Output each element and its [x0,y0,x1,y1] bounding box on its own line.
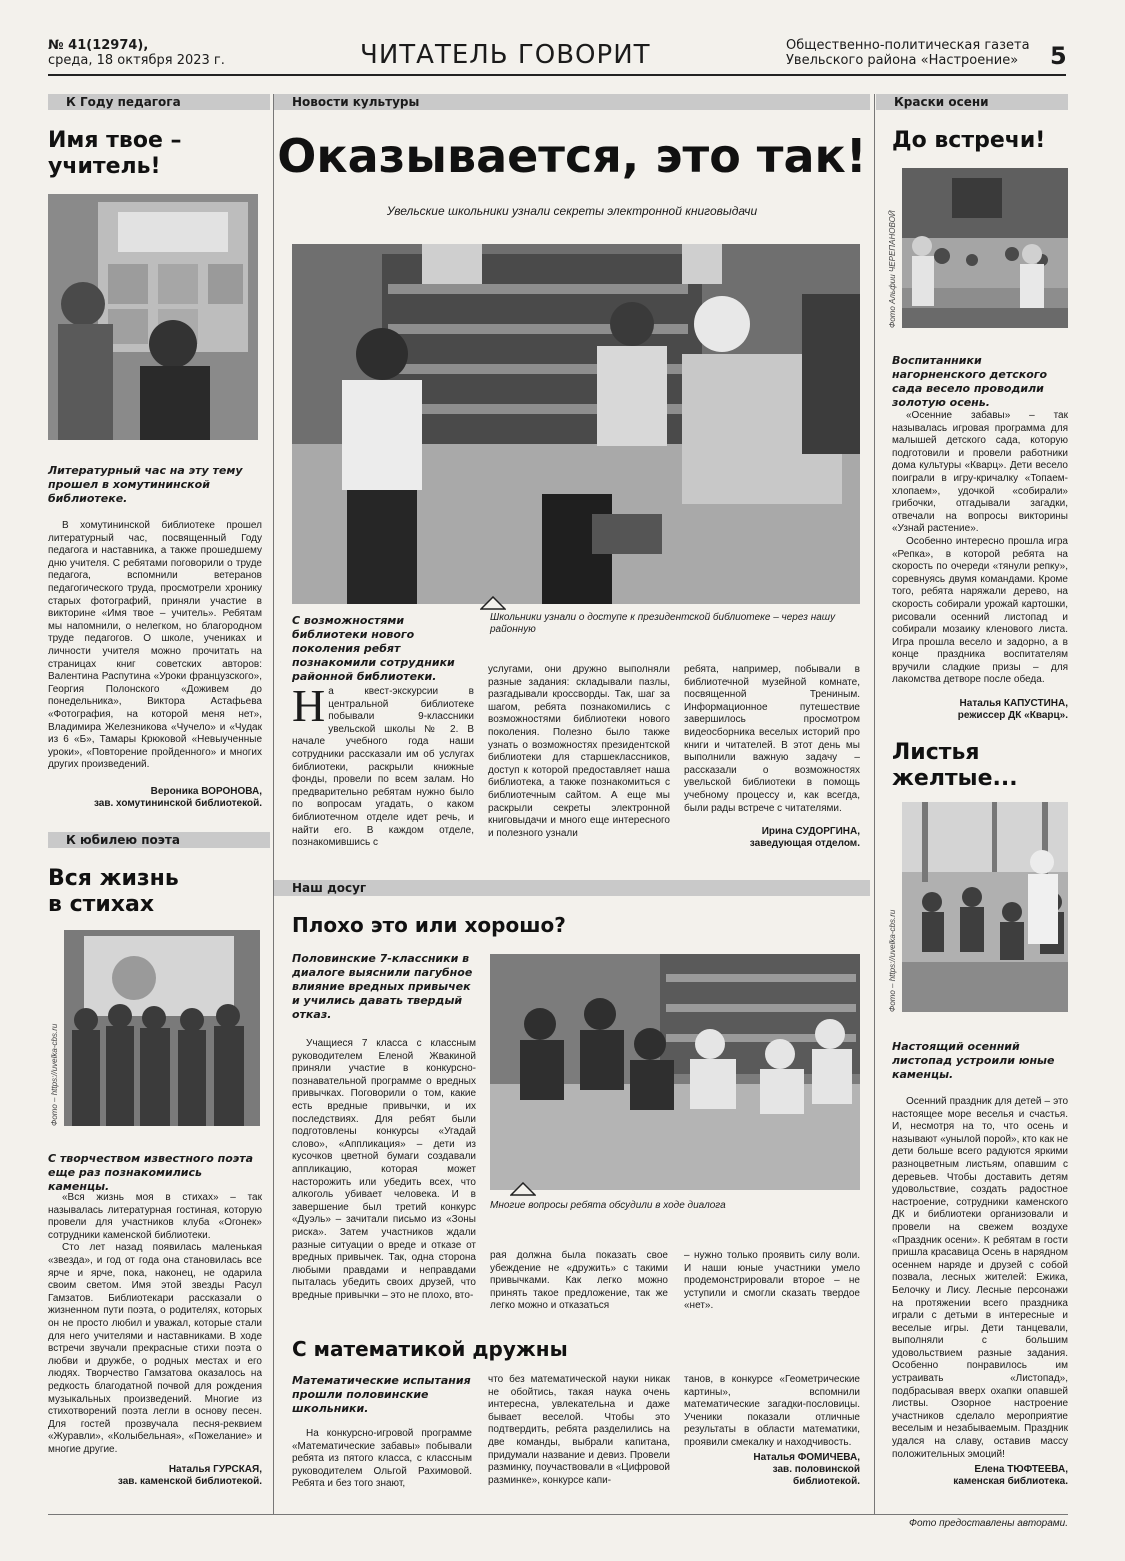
issue-number: № 41(12974), [48,38,149,53]
art2-col3-text: ребята, например, побывали в библиотечной музейной комнате, посвященной Трениным. Информационное путешествие завершилось просмотром видеосборника веселых историй про книги и читателей. В этот день мы выполнили важную задачу – рассказали о возможностях увельской библиотеки в помощь учебному процессу и, как всегда, были рады встрече с читателями. [684,664,860,814]
art1-lead: Литературный час на эту тему прошел в хомутининской библиотеке. [48,464,243,505]
art6-photo [490,954,860,1190]
art1-title-line2: учитель! [48,154,161,179]
art4-title-line2: желтые... [892,766,1018,791]
art4-body-text: Осенний праздник для детей – это настоящее море веселья и счастья. И, несмотря на то, что осень и называют «унылой порой», кто как не дети больше всего радуются яркими разноцветным листьям, опавшим с деревьев. Чтобы доставить детям удовольствие, создать радостное настроение, сотрудники каменского ДК и библиотеки организовали и провели на свежем воздухе «Праздник осени». К ребятам в гости пришла красавица Осень в нарядном осеннем наряде и друзей с собой позвала, лесных жителей: Ежика, Белочку и Лису. Лесные персонажи на протяжении всего праздника играли с детьми в интересные и веселые игры. Дети танцевали, выполняли с большим удовольствием разные задания. Особенно понравилось им устраивать «Листопад», подбрасывая вверх охапки опавшей листвы. Озорное настроение участников сделало мероприятие веселым и незабываемым. Праздник удался на славу, оставив массу положительных эмоций! [892,1096,1068,1458]
art1-body-text: В хомутининской библиотеке прошел литературный час, посвященный Году педагога и наставника, а также прошедшему дню учителя. С ребятами поговорили о труде педагога, вспомнили ветеранов педагогического труда, просмотрели хронику старых фотографий, приняли участие в викторине «Имя твое – учитель». Ребятам мы напомнили, о нелегком, но благородном труде педагогов. О школе, учениках и личности учителя можно прочитать на страницах книг советских авторов: Валентина Распутина «Уроки французского», Георгия Полонского «Доживем до понедельника», Виктора Астафьева «Фотография, на которой меня нет», Владимира Железникова «Чучело» и «Чудак из 6 «Б», Тамары Крюковой «Невыученные уроки», «Повторение пройденного» и многих других произведений. [48,520,262,771]
art2-dropcap: Н [292,686,326,731]
art1-author-role: зав. хомутининской библиотекой. [93,798,262,809]
art4-author-role: каменская библиотека. [953,1476,1068,1487]
art1-author: Вероника ВОРОНОВА, [150,786,262,797]
art6-lead: Половинские 7-классники в диалоге выяснили пагубное влияние вредных привычек и учились давать твердый отказ. [292,952,473,1021]
art2-signature [684,826,860,850]
issue-date: среда, 18 октября 2023 г. [48,53,225,68]
art7-author: Наталья ФОМИЧЕВА, [753,1452,860,1463]
paper-name-line1: Общественно-политическая газета [786,38,1030,53]
art1-title-line1: Имя твое – [48,128,182,153]
art2-col2 [488,664,670,848]
art5-title [48,866,179,918]
paper-name [786,38,1030,68]
art1-photo [48,194,258,440]
art2-col2-text: услугами, они дружно выполняли разные задания: складывали пазлы, разгадывали кроссворды. Так, шаг за шагом, ребята познакомились с возможностями библиотеки нового поколения. Полезно было также узнать о возможностях президентской библиотеки для старшеклассников, доступ к которой предоставляет наша библиотека, а также познакомиться с библиотечным сайтом. А еще мы раскрыли секреты электронной книговыдачи и много еще интересного и полезного узнали [488,664,670,839]
art1-signature [48,786,262,810]
art7-signature [684,1452,860,1488]
art5-title-line1: Вся жизнь [48,866,179,891]
art2-photo [292,244,860,604]
art5-body-p1: «Вся жизнь моя в стихах» – так называлась литературная гостиная, которую провели для участников клуба «Огонек» сотрудники каменской библиотеки. [48,1192,262,1241]
art2-author-role: заведующая отделом. [749,838,860,849]
art7-col2 [488,1374,670,1512]
rubric-leisure: Наш досуг [274,880,870,896]
art4-lead: Настоящий осенний листопад устроили юные каменцы. [892,1040,1055,1081]
art3-body-p2: Особенно интересно прошла игра «Репка», в которой ребята на скорость по очереди «тянули репку», соревнуясь двумя командами. Кроме того, ребята наряжали дерево, на скорость собирали урожай картошки, рисовали осенний листопад и собирали мозаику кленового листа. Игра прошла весело и задорно, а в конце праздника воспитателям вручили сладкие призы – для лакомства детворе после обеда. [892,535,1068,686]
art5-photo-credit: Фото – https://uvelka-cbs.ru [50,1023,59,1126]
art6-caption-pointer [510,1182,536,1196]
art3-photo-credit: Фото Альфии ЧЕРЕПАНОВОЙ [888,210,897,328]
art6-col1 [292,1038,476,1314]
art1-body [48,520,262,786]
art1-title [48,128,182,180]
art2-col1-text: а квест-экскурсии в центральной библиотеке побывали 9-классники увельской школы № 2. В начале учебного года наши сотрудники рассказали им об услугах библиотеки, раскрыли книжные фонды, провели по всем залам. Но предварительно ребятам нужно было по вопросам угадать, о каком библиотечном отделе идет речь, и найти его. В каждом отделе, познакомившись с [292,686,474,848]
rubric-poet: К юбилею поэта [48,832,270,848]
page-number: 5 [1050,42,1067,70]
footer-rule [48,1514,1068,1515]
art4-title-line1: Листья [892,740,980,765]
art5-author-role: зав. каменской библиотекой. [117,1476,262,1487]
art4-signature [892,1464,1068,1488]
art3-body-p1: «Осенние забавы» – так называлась игровая программа для малышей детского сада, которую подготовили и провели работники дома культуры «Кварц». Дети весело поиграли в игру-кричалку «Топаем-хлопаем», удочкой «собирали» грибочки, отгадывали загадки, отвечали на вопросы викторины «Узнай растение». [892,410,1068,535]
rubric-autumn: Краски осени [876,94,1068,110]
art5-title-line2: в стихах [48,892,155,917]
art3-signature [892,698,1068,722]
art2-title: Оказывается, это так! [277,129,867,183]
art7-lead: Математические испытания прошли половинские школьники. [292,1374,471,1415]
art4-title [892,740,1018,792]
section-title: ЧИТАТЕЛЬ ГОВОРИТ [360,40,651,70]
art7-author-role: зав. половинской [772,1464,860,1475]
art4-photo [902,802,1068,1012]
art2-col1 [292,686,474,848]
art2-col3 [684,664,860,814]
art3-body [892,410,1068,696]
issue-info [48,38,225,68]
art2-lead: С возможностями библиотеки нового поколения ребят познакомили сотрудники районной библиотеки. [292,614,455,683]
art4-photo-credit: Фото – https://uvelka-cbs.ru [888,909,897,1012]
art3-photo [902,168,1068,328]
paper-name-line2: Увельского района «Настроение» [786,53,1019,68]
column-rule-left [273,94,274,1514]
art5-photo [64,930,260,1126]
art5-signature [48,1464,262,1488]
art2-subtitle: Увельские школьники узнали секреты электронной книговыдачи [386,204,758,218]
art6-col2-text: рая должна была показать свое убеждение не «дружить» с такими привычками. Как легко можно принять такое предложение, так же легко можно и отказаться [490,1250,668,1312]
art6-col2 [490,1250,668,1314]
art7-title: С математикой дружны [292,1337,568,1361]
art2-author: Ирина СУДОРГИНА, [761,826,860,837]
rubric-teacher: К Году педагога [48,94,270,110]
art4-author: Елена ТЮФТЕЕВА, [974,1464,1068,1475]
art7-col2-text: что без математической науки никак не обойтись, такая наука очень интересна, увлекательна и даже бывает веселой. Чтобы это подтвердить, ребята разделились на две команды, выбрали капитана, придумали название и девиз. Провели разминку, поучаствовали в «Цифровой разминке», конкурсе капи- [488,1374,670,1486]
art6-col3-text: – нужно только проявить силу воли. И наши юные участники умело продемонстрировали второе – не уступили и смогли сказать твердое «нет». [684,1250,860,1312]
art5-lead: С творчеством известного поэта еще раз познакомились каменцы. [48,1152,254,1193]
art5-body [48,1192,262,1454]
art7-col3 [684,1374,860,1450]
art3-lead: Воспитанники нагорненского детского сада весело проводили золотую осень. [892,354,1048,409]
footer-photo-credit: Фото предоставлены авторами. [909,1518,1068,1529]
art6-title: Плохо это или хорошо? [292,913,566,937]
header-rule [48,74,1066,76]
art6-caption: Многие вопросы ребята обсудили в ходе диалога [490,1200,726,1211]
art3-author: Наталья КАПУСТИНА, [959,698,1068,709]
art5-body-p2: Сто лет назад появилась маленькая «звезда», и год от года она становилась все ярче и ярче, пока, наконец, не одарила своим светом. Имя этой звезды Расул Гамзатов. Библиотекари рассказали о жизненном пути поэта, о родителях, которых он не просто любил и уважал, которые стали для него учителями и наставниками. В ходе встречи звучали прекрасные стихи поэта о любви и дружбе, о родных местах и его людях. Творчество Гамзатова оказалось на редкость благодатной почвой для рождения музыкальных произведений. Многие из стихотворений поэта легли в основу песен. Для гостей прозвучала песня-реквием «Журавли», «Колыбельная», «Пожелание» и многие другие. [48,1242,262,1454]
art3-title: До встречи! [892,128,1046,153]
art5-author: Наталья ГУРСКАЯ, [168,1464,262,1475]
rubric-culture: Новости культуры [274,94,870,110]
art6-col1-text: Учащиеся 7 класса с классным руководителем Еленой Жвакиной приняли участие в конкурсно-познавательной программе о вредных привычках. Поговорили о том, какие есть вредные привычки, и их последствиях. Для ребят были подготовлены конкурсы «Угадай слово», «Аппликация» – дети из кусочков цветной бумаги создавали аппликацию, которая может насторожить или убедить всех, что алкоголь убивает человека. И в завершение был третий конкурс «Дуэль» – зачитали письмо из «Зоны риска». Затем участников ждали разные ситуации о вреде и отказе от вредных привычек. Так, одна сторона любыми правдами и неправдами пыталась убедить своих друзей, что вредные привычки – это не плохо, вто- [292,1038,476,1301]
art7-col3-text: танов, в конкурсе «Геометрические картины», вспомнили математические загадки-пословицы. Ученики показали отличные результаты в области математики, проявили смекалку и находчивость. [684,1374,860,1448]
art2-caption-pointer [480,596,506,610]
art7-col1 [292,1428,472,1512]
art4-body [892,1096,1068,1458]
art2-caption: Школьники узнали о доступе к президентской библиотеке – через нашу районную [490,612,836,635]
art7-col1-text: На конкурсно-игровой программе «Математические забавы» побывали ребята из пятого класса, с классным руководителем Ольгой Рахимовой. Ребята и без того знают, [292,1428,472,1490]
art3-author-role: режиссер ДК «Кварц». [957,710,1068,721]
art6-col3 [684,1250,860,1314]
column-rule-right [874,94,875,1514]
art7-author-role-2: библиотекой. [793,1476,860,1487]
